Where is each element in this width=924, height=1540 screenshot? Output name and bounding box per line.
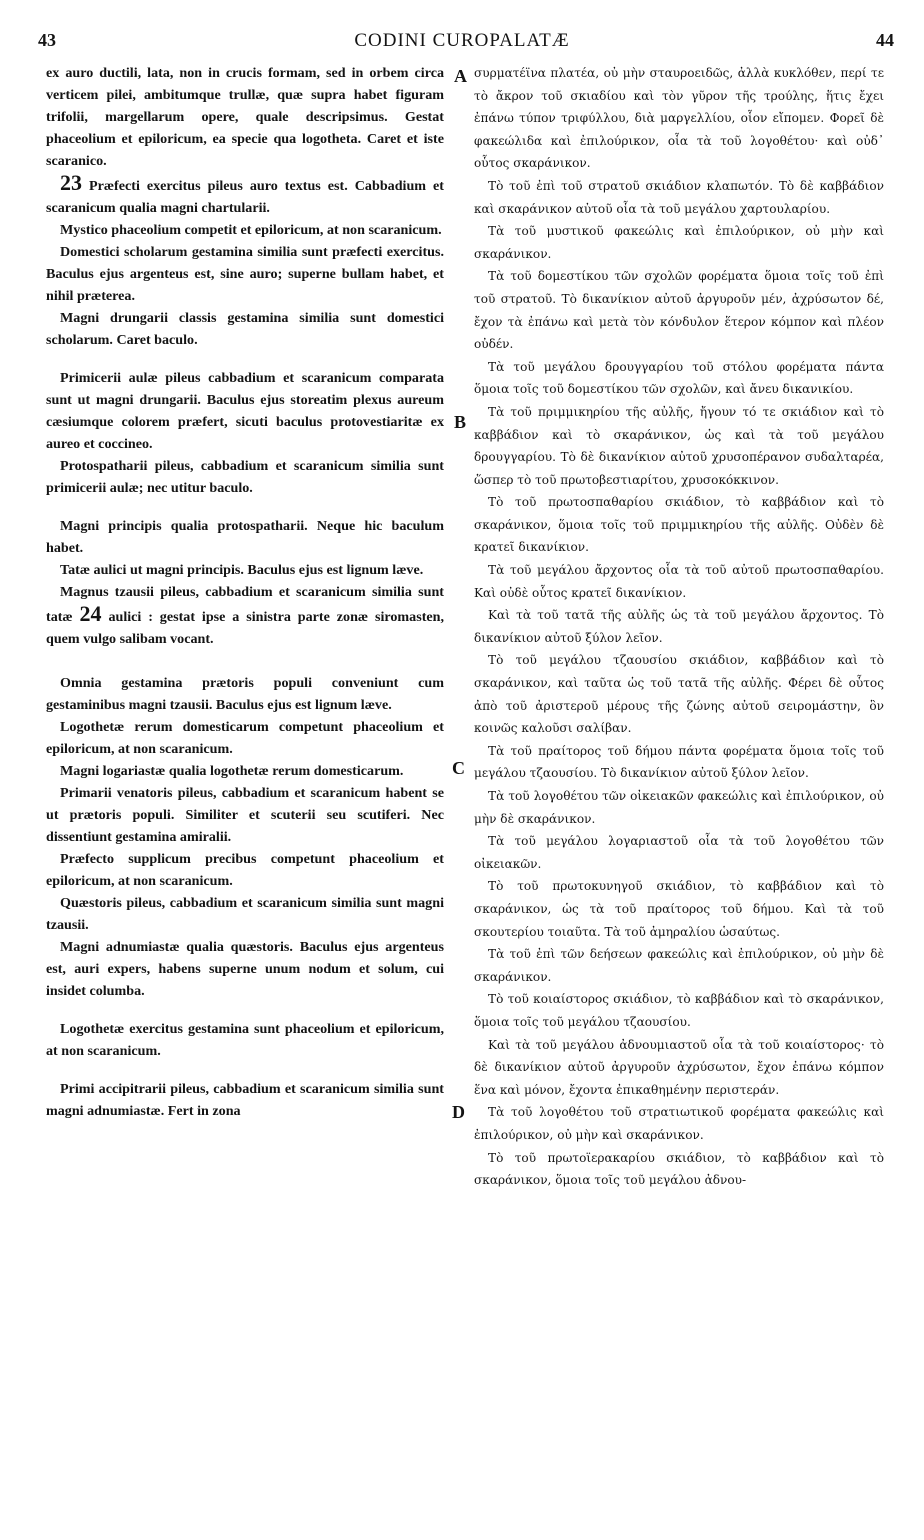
paragraph bbox=[474, 491, 884, 559]
paragraph bbox=[46, 936, 444, 1002]
paragraph-text: Logothetæ rerum domesticarum competunt phaceolium et epiloricum, at non scaranicum. bbox=[46, 719, 444, 757]
paragraph bbox=[474, 785, 884, 830]
paragraph bbox=[46, 172, 444, 219]
paragraph bbox=[46, 62, 444, 172]
paragraph bbox=[46, 455, 444, 499]
paragraph bbox=[46, 367, 444, 455]
paragraph-text: Primarii venatoris pileus, cabbadium et scaranicum habent se ut prætoris populi. Similiter et scuterii seu scutiferi. Nec dissentiunt gestamina amiralii. bbox=[46, 785, 444, 845]
paragraph bbox=[474, 943, 884, 988]
paragraph bbox=[46, 559, 444, 581]
paragraph bbox=[474, 62, 884, 175]
page-number-left: 43 bbox=[38, 30, 56, 50]
paragraph-text: Primi accipitrarii pileus, cabbadium et scaranicum similia sunt magni adnumiastæ. Fert in zona bbox=[46, 1081, 444, 1119]
running-header bbox=[0, 30, 924, 58]
margin-marker-c: C bbox=[452, 758, 465, 778]
paragraph-gap bbox=[46, 1062, 444, 1078]
paragraph-text: Καὶ τὰ τοῦ μεγάλου ἀδνουμιαστοῦ οἷα τὰ τοῦ κοιαίστορος· τὸ δὲ δικανίκιον αὐτοῦ ἀργυροῦν ἀχρύσωτον, ἔχον ἐπάνω κόμπον ἕνα καὶ μόνον, ἔχοντα ἐπικαθημένην περιστεράν. bbox=[474, 1037, 884, 1097]
paragraph-gap bbox=[46, 1002, 444, 1018]
paragraph bbox=[474, 830, 884, 875]
paragraph-text: Τὰ τοῦ λογοθέτου τῶν οἰκειακῶν φακεώλις καὶ ἐπιλούρικον, οὐ μὴν δὲ σκαράνικον. bbox=[474, 789, 884, 826]
paragraph-text: Primicerii aulæ pileus cabbadium et scaranicum comparata sunt ut magni drungarii. Baculus ejus storeatim plexus aureum cæsiumque colorem præfert, sicuti baculus protovestiaritæ ex aureo et coccineo. bbox=[46, 370, 444, 452]
paragraph-text: Τὰ τοῦ μεγάλου λογαριαστοῦ οἷα τὰ τοῦ λογοθέτου τῶν οἰκειακῶν. bbox=[474, 834, 884, 871]
paragraph bbox=[474, 220, 884, 265]
paragraph bbox=[474, 740, 884, 785]
paragraph-text: Magnus tzausii pileus, cabbadium et scaranicum similia sunt tatæ bbox=[46, 584, 444, 625]
paragraph-text: Τὰ τοῦ ἐπὶ τῶν δεήσεων φακεώλις καὶ ἐπιλούρικον, οὐ μὴν δὲ σκαράνικον. bbox=[474, 947, 884, 984]
paragraph-text: Mystico phaceolium competit et epiloricum, at non scaranicum. bbox=[60, 222, 442, 238]
page-number-right: 44 bbox=[876, 30, 894, 50]
paragraph bbox=[46, 307, 444, 351]
margin-marker-d: D bbox=[452, 1102, 465, 1122]
paragraph-gap bbox=[46, 499, 444, 515]
paragraph-text: Τὸ τοῦ ἐπὶ τοῦ στρατοῦ σκιάδιον κλαπωτόν. Τὸ δὲ καββάδιον καὶ σκαράνικον αὐτοῦ οἷα τὰ τοῦ μεγάλου χαρτουλαρίου. bbox=[474, 178, 884, 216]
paragraph-text: Omnia gestamina prætoris populi conveniunt cum gestaminibus magni tzausii. Baculus ejus est lignum læve. bbox=[46, 675, 444, 713]
paragraph-text: Τὰ τοῦ μεγάλου ἄρχοντος οἷα τὰ τοῦ αὐτοῦ πρωτοσπαθαρίου. Καὶ οὐδὲ οὗτος κρατεῖ δικανίκιον. bbox=[474, 563, 884, 600]
section-number: 23 bbox=[60, 170, 82, 195]
margin-marker-b: B bbox=[454, 412, 467, 432]
paragraph-text: Domestici scholarum gestamina similia sunt præfecti exercitus. Baculus ejus argenteus est, sine auro; superne bullam habet, et nihil præterea. bbox=[46, 244, 444, 304]
paragraph bbox=[474, 175, 884, 220]
paragraph bbox=[474, 988, 884, 1033]
paragraph-text: Τὰ τοῦ λογοθέτου τοῦ στρατιωτικοῦ φορέματα φακεώλις καὶ ἐπιλούρικον, οὐ μὴν καὶ σκαράνικον. bbox=[474, 1105, 884, 1142]
paragraph bbox=[46, 1078, 444, 1122]
paragraph bbox=[474, 401, 884, 491]
paragraph bbox=[46, 1018, 444, 1062]
paragraph bbox=[474, 649, 884, 739]
paragraph bbox=[474, 1101, 884, 1146]
paragraph-text: aulici : gestat ipse a sinistra parte zonæ siromasten, quem vulgo salibam vocant. bbox=[46, 609, 445, 647]
paragraph-gap bbox=[46, 351, 444, 367]
paragraph bbox=[46, 515, 444, 559]
paragraph bbox=[474, 559, 884, 604]
paragraph bbox=[46, 241, 444, 307]
paragraph-text: Magni logariastæ qualia logothetæ rerum domesticarum. bbox=[60, 763, 404, 779]
paragraph bbox=[46, 848, 444, 892]
greek-column bbox=[474, 62, 884, 1192]
paragraph-text: Τὸ τοῦ κοιαίστορος σκιάδιον, τὸ καββάδιον καὶ τὸ σκαράνικον, ὅμοια τοῖς τοῦ μεγάλου τζαουσίου. bbox=[474, 992, 884, 1029]
paragraph-text: ex auro ductili, lata, non in crucis formam, sed in orbem circa verticem pilei, ambitumque trullæ, quæ supra habet figuram trifolii, margellarum opere, quale descripsimus. Gestat phaceolium et epiloricum, ea specie qua logotheta. Caret et iste scaranico. bbox=[46, 65, 444, 169]
paragraph-text: Τὰ τοῦ πραίτορος τοῦ δήμου πάντα φορέματα ὅμοια τοῖς τοῦ μεγάλου τζαουσίου. Τὸ δικανίκιον αὐτοῦ ξύλον λεῖον. bbox=[474, 743, 884, 781]
paragraph bbox=[46, 672, 444, 716]
paragraph bbox=[474, 356, 884, 401]
paragraph-text: Logothetæ exercitus gestamina sunt phaceolium et epiloricum, at non scaranicum. bbox=[46, 1021, 444, 1059]
paragraph bbox=[474, 875, 884, 943]
paragraph-text: συρματέϊνα πλατέα, οὐ μὴν σταυροειδῶς, ἀλλὰ κυκλόθεν, περί τε τὸ ἄκρον τοῦ σκιαδίου καὶ τὸν γῦρον τῆς τρούλης, ἥτις ἔχει ἐπάνω τύπον τριφύλλου, διὰ μαργελλίου, οἷον εἴπομεν. Φορεῖ δὲ φακεώλιδα καὶ ἐπιλούρικον, οἷα τὰ τοῦ λογοθέτου· καὶ οὐδ᾽ οὗτος σκαράνικον. bbox=[474, 66, 884, 171]
paragraph-text: Τὰ τοῦ δομεστίκου τῶν σχολῶν φορέματα ὅμοια τοῖς τοῦ ἐπὶ τοῦ στρατοῦ. Τὸ δικανίκιον αὐτοῦ ἀργυροῦν μέν, ἀχρύσωτον δέ, ἔχον τὰ ἐπάνω καὶ μετὰ τὸν κόνδυλον ἕτερον κόμπον καὶ πλέον οὐδέν. bbox=[474, 269, 884, 352]
running-title: CODINI CUROPALATÆ bbox=[354, 30, 570, 51]
paragraph-text: Magni drungarii classis gestamina similia sunt domestici scholarum. Caret baculo. bbox=[46, 310, 444, 348]
paragraph-text: Τὰ τοῦ πριμμικηρίου τῆς αὐλῆς, ἤγουν τό τε σκιάδιον καὶ τὸ καββάδιον καὶ τὸ σκαράνικον, ὡς καὶ τὰ τοῦ μεγάλου δρουγγαρίου. Τὸ δὲ δικανίκιον αὐτοῦ χρυσοπέρανον συδαλταρέα, ὥσπερ τὸ τοῦ πρωτοβεστιαρίτου, χρυσοκόκκινον. bbox=[474, 404, 884, 487]
paragraph-text: Protospatharii pileus, cabbadium et scaranicum similia sunt primicerii aulæ; nec utitur baculo. bbox=[46, 458, 444, 496]
paragraph-text: Τὸ τοῦ πρωτοσπαθαρίου σκιάδιον, τὸ καββάδιον καὶ τὸ σκαράνικον, ὅμοια τοῖς τοῦ πριμμικηρίου τῆς αὐλῆς. Οὐδὲν δὲ κρατεῖ δικανίκιον. bbox=[474, 495, 884, 555]
latin-column bbox=[46, 62, 444, 1122]
paragraph-text: Τὸ τοῦ πρωτοϊερακαρίου σκιάδιον, τὸ καββάδιον καὶ τὸ σκαράνικον, ὅμοια τοῖς τοῦ μεγάλου ἀδνου- bbox=[474, 1150, 884, 1188]
paragraph-text: Quæstoris pileus, cabbadium et scaranicum similia sunt magni tzausii. bbox=[46, 895, 444, 933]
paragraph-text: Magni principis qualia protospatharii. Neque hic baculum habet. bbox=[46, 518, 444, 556]
paragraph-text: Τὸ τοῦ πρωτοκυνηγοῦ σκιάδιον, τὸ καββάδιον καὶ τὸ σκαράνικον, ὡς τὰ τοῦ πραίτορος τοῦ δήμου. Καὶ τὰ τοῦ σκουτερίου τοιαῦτα. Τὰ τοῦ ἀμηραλίου ὡσαύτως. bbox=[474, 879, 884, 939]
paragraph-text: Tatæ aulici ut magni principis. Baculus ejus est lignum læve. bbox=[60, 562, 424, 578]
paragraph bbox=[46, 581, 444, 650]
paragraph bbox=[46, 782, 444, 848]
paragraph bbox=[474, 604, 884, 649]
margin-marker-a: A bbox=[454, 66, 467, 86]
paragraph bbox=[46, 716, 444, 760]
paragraph-text: Τὸ τοῦ μεγάλου τζαουσίου σκιάδιον, καββάδιον καὶ τὸ σκαράνικον, καὶ ταῦτα ὡς τοῦ τατᾶ τῆς αὐλῆς. Φέρει δὲ οὗτος ἀπὸ τοῦ ἀριστεροῦ μέρους τῆς ζώνης αὐτοῦ σειρομάστην, ὃν κοινῶς καλοῦσι σαλίβαν. bbox=[474, 653, 884, 736]
paragraph bbox=[46, 892, 444, 936]
paragraph-gap bbox=[46, 650, 444, 672]
paragraph bbox=[46, 760, 444, 782]
paragraph bbox=[474, 1034, 884, 1102]
paragraph-text: Præfecti exercitus pileus auro textus est. Cabbadium et scaranicum qualia magni chartularii. bbox=[46, 178, 444, 216]
paragraph-text: Καὶ τὰ τοῦ τατᾶ τῆς αὐλῆς ὡς τὰ τοῦ μεγάλου ἄρχοντος. Τὸ δικανίκιον αὐτοῦ ξύλον λεῖον. bbox=[474, 608, 884, 645]
section-number: 24 bbox=[79, 601, 102, 626]
paragraph bbox=[474, 265, 884, 355]
paragraph-text: Τὰ τοῦ μεγάλου δρουγγαρίου τοῦ στόλου φορέματα πάντα ὅμοια τοῖς τοῦ δομεστίκου τῶν σχολῶν, καὶ ἄνευ δικανικίου. bbox=[474, 359, 884, 397]
paragraph-text: Præfecto supplicum precibus competunt phaceolium et epiloricum, at non scaranicum. bbox=[46, 851, 444, 889]
paragraph bbox=[46, 219, 444, 241]
paragraph-text: Τὰ τοῦ μυστικοῦ φακεώλις καὶ ἐπιλούρικον, οὐ μὴν καὶ σκαράνικον. bbox=[474, 224, 884, 261]
paragraph bbox=[474, 1147, 884, 1192]
paragraph-text: Magni adnumiastæ qualia quæstoris. Baculus ejus argenteus est, auri expers, habens superne unum nodum et solum, cui insidet columba. bbox=[46, 939, 444, 999]
